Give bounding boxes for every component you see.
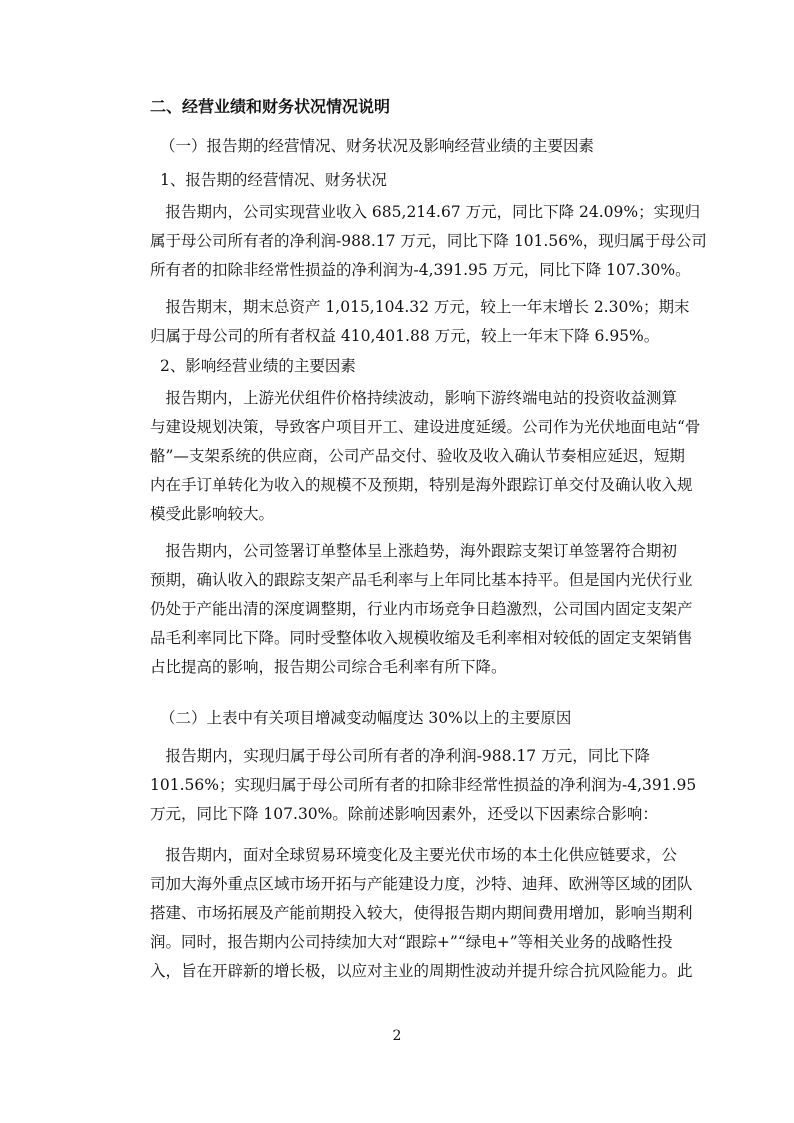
paragraph — [150, 384, 701, 529]
text-line: 占比提高的影响，报告期公司综合毛利率有所下降。 — [150, 658, 507, 676]
sub-heading-2: 2、影响经营业绩的主要因素 — [160, 357, 356, 375]
text-line: 预期，确认收入的跟踪支架产品毛利率与上年同比基本持平。但是国内光伏行业 — [150, 571, 693, 589]
text-line: 报告期内，公司签署订单整体呈上涨趋势，海外跟踪支架订单签署符合期初 — [150, 542, 678, 560]
text-line: 司加大海外重点区域市场开拓与产能建设力度，沙特、迪拜、欧洲等区域的团队 — [150, 875, 693, 893]
paragraph — [150, 537, 693, 682]
paragraph — [150, 742, 697, 829]
text-line: 报告期内，公司实现营业收入 685,214.67 万元，同比下降 24.09%；实现归 — [150, 203, 701, 221]
subsection-title-2: （二）上表中有关项目增减变动幅度达 30%以上的主要原因 — [160, 709, 572, 727]
text-line: 与建设规划决策，导致客户项目开工、建设进度延缓。公司作为光伏地面电站“骨 — [150, 418, 701, 436]
text-line: 报告期内，面对全球贸易环境变化及主要光伏市场的本土化供应链要求，公 — [150, 846, 678, 864]
text-line: 报告期内，实现归属于母公司所有者的净利润-988.17 万元，同比下降 — [150, 747, 650, 765]
text-line: 101.56%；实现归属于母公司所有者的扣除非经常性损益的净利润为-4,391.95 — [150, 776, 697, 794]
paragraph — [150, 198, 707, 285]
text-line: 搭建、市场拓展及产能前期投入较大，使得报告期内期间费用增加，影响当期利 — [150, 904, 693, 922]
text-line: 归属于母公司的所有者权益 410,401.88 万元，较上一年末下降 6.95%。 — [150, 327, 660, 345]
text-line: 所有者的扣除非经常性损益的净利润为-4,391.95 万元，同比下降 107.30%。 — [150, 261, 691, 279]
sub-heading-1: 1、报告期的经营情况、财务状况 — [160, 171, 387, 189]
text-line: 模受此影响较大。 — [150, 505, 275, 523]
section-heading: 二、经营业绩和财务状况情况说明 — [150, 97, 391, 116]
text-line: 内在手订单转化为收入的规模不及预期，特别是海外跟踪订单交付及确认收入规 — [150, 476, 693, 494]
text-line: 润。同时，报告期内公司持续加大对“跟踪+”“绿电+”等相关业务的战略性投 — [150, 933, 673, 951]
paragraph — [150, 841, 693, 986]
text-line: 报告期末，期末总资产 1,015,104.32 万元，较上一年末增长 2.30%；期末 — [150, 298, 690, 316]
text-line: 万元，同比下降 107.30%。除前述影响因素外，还受以下因素综合影响： — [150, 805, 658, 823]
page-number: 2 — [392, 1028, 402, 1044]
text-line: 入，旨在开辟新的增长极，以应对主业的周期性波动并提升综合抗风险能力。此 — [150, 962, 693, 980]
text-line: 属于母公司所有者的净利润-988.17 万元，同比下降 101.56%，现归属于母公司 — [150, 232, 707, 250]
text-line: 仍处于产能出清的深度调整期，行业内市场竞争日趋激烈，公司国内固定支架产 — [150, 600, 693, 618]
text-line: 报告期内，上游光伏组件价格持续波动，影响下游终端电站的投资收益测算 — [150, 389, 678, 407]
subsection-title-1: （一）报告期的经营情况、财务状况及影响经营业绩的主要因素 — [160, 137, 595, 155]
paragraph — [150, 293, 690, 351]
text-line: 骼”—支架系统的供应商，公司产品交付、验收及收入确认节奏相应延迟，短期 — [150, 447, 685, 465]
text-line: 品毛利率同比下降。同时受整体收入规模收缩及毛利率相对较低的固定支架销售 — [150, 629, 693, 647]
